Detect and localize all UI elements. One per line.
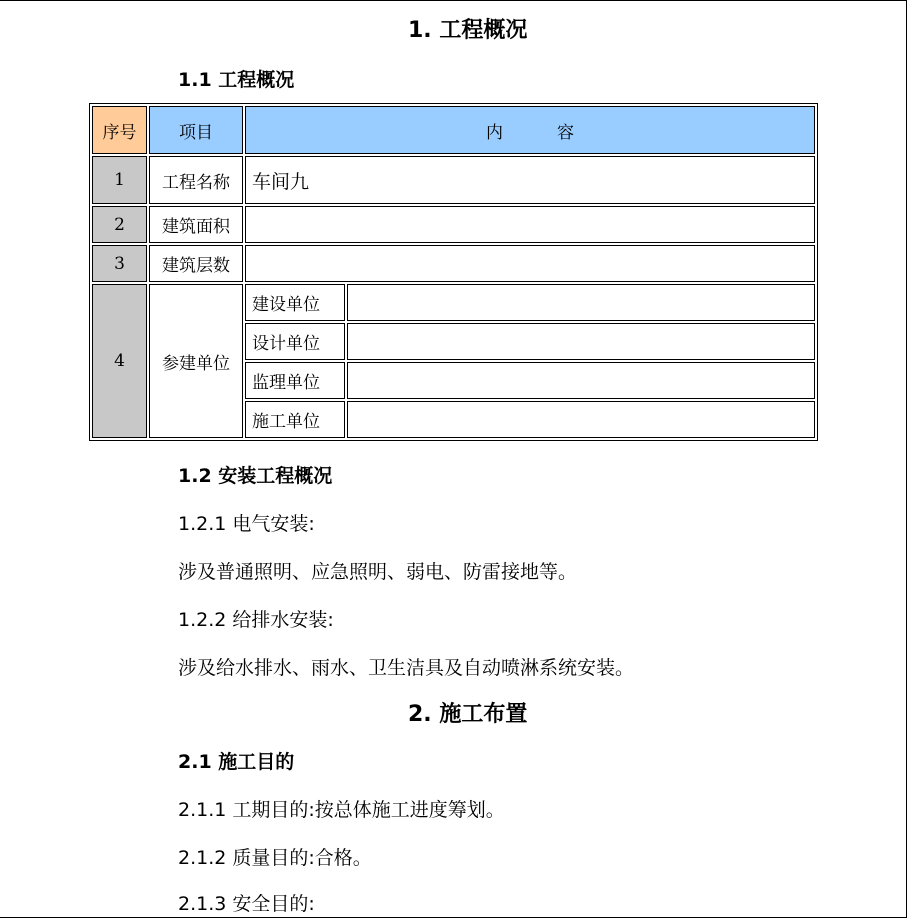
subsection-1-2-title: 1.2 安装工程概况	[178, 465, 333, 487]
table-row	[92, 206, 815, 243]
header-content: 内 容	[245, 106, 815, 154]
paragraph-electrical-body: 涉及普通照明、应急照明、弱电、防雷接地等。	[178, 561, 578, 583]
paragraph-plumbing-body: 涉及给水排水、雨水、卫生洁具及自动喷淋系统安装。	[178, 657, 635, 679]
row-index: 4	[92, 284, 147, 438]
row-item: 参建单位	[149, 284, 243, 438]
paragraph-plumbing-heading: 1.2.2 给排水安装:	[178, 609, 334, 631]
row-index: 3	[92, 245, 147, 282]
table-row	[92, 284, 815, 321]
unit-label: 设计单位	[245, 323, 345, 360]
header-item: 项目	[149, 106, 243, 154]
unit-label: 监理单位	[245, 362, 345, 399]
paragraph-schedule-goal: 2.1.1 工期目的:按总体施工进度筹划。	[178, 799, 505, 821]
row-value: 车间九	[245, 156, 815, 204]
row-value	[245, 245, 815, 282]
subsection-1-1-title: 1.1 工程概况	[178, 69, 295, 91]
unit-value	[347, 362, 815, 399]
row-item: 工程名称	[149, 156, 243, 204]
row-index: 2	[92, 206, 147, 243]
unit-value	[347, 284, 815, 321]
unit-label: 施工单位	[245, 401, 345, 438]
subsection-2-1-title: 2.1 施工目的	[178, 751, 295, 773]
paragraph-quality-goal: 2.1.2 质量目的:合格。	[178, 847, 372, 869]
section-1-title: 1. 工程概况	[408, 18, 528, 43]
table-row	[92, 245, 815, 282]
section-2-title: 2. 施工布置	[408, 702, 528, 727]
row-item: 建筑面积	[149, 206, 243, 243]
row-value	[245, 206, 815, 243]
project-overview-table	[89, 103, 818, 441]
unit-label: 建设单位	[245, 284, 345, 321]
paragraph-electrical-heading: 1.2.1 电气安装:	[178, 513, 315, 535]
row-index: 1	[92, 156, 147, 204]
table-header-row	[92, 106, 815, 154]
header-index: 序号	[92, 106, 147, 154]
paragraph-safety-goal: 2.1.3 安全目的:	[178, 893, 315, 915]
table-row	[92, 156, 815, 204]
row-item: 建筑层数	[149, 245, 243, 282]
unit-value	[347, 401, 815, 438]
unit-value	[347, 323, 815, 360]
